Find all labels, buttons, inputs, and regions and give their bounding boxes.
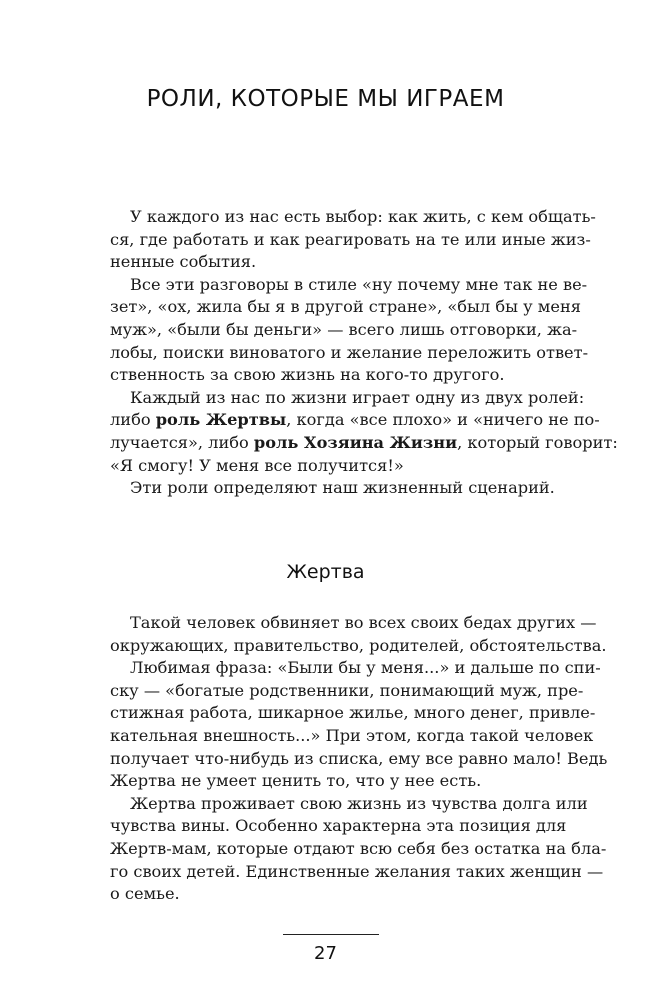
text-line — [110, 838, 607, 861]
section-victim-text — [110, 612, 608, 906]
text-segment: Жертва не умеет ценить то, что у нее есть. — [110, 771, 482, 791]
text-segment: лучается», либо — [110, 432, 254, 452]
text-segment: Эти роли определяют наш жизненный сценарий. — [130, 478, 555, 498]
text-segment: кательная внешность...» При этом, когда такой человек — [110, 725, 594, 745]
text-segment: «Я смогу! У меня все получится!» — [110, 455, 404, 475]
text-line — [110, 680, 584, 703]
text-line — [110, 387, 585, 410]
text-line — [110, 296, 581, 319]
text-segment: Такой человек обвиняет во всех своих бедах других — — [130, 613, 597, 632]
text-line — [110, 319, 578, 342]
text-line — [110, 815, 567, 838]
text-line — [110, 635, 607, 658]
text-line — [110, 477, 560, 500]
text-line — [110, 702, 596, 725]
text-segment: ся, где работать и как реагировать на те или иные жиз- — [110, 229, 591, 249]
text-line — [110, 251, 560, 274]
text-line — [110, 657, 601, 680]
text-segment: ственность за свою жизнь на кого-то другого. — [110, 365, 505, 385]
text-line — [110, 229, 591, 252]
text-segment: получает что-нибудь из списка, ему все равно мало! Ведь — [110, 748, 608, 768]
text-segment: Жертв-мам, которые отдают всю себя без остатка на бла- — [110, 838, 607, 858]
bold-text: роль Хозяина Жизни — [253, 432, 458, 452]
text-segment: чувства вины. Особенно характерна эта позиция для — [110, 816, 567, 836]
text-line — [110, 455, 560, 478]
text-segment: ненные события. — [110, 252, 257, 272]
text-segment: Каждый из нас по жизни играет одну из двух ролей: — [130, 387, 585, 407]
footer-rule — [283, 934, 379, 935]
text-line — [110, 748, 608, 771]
text-segment: Любимая фраза: «Были бы у меня...» и дальше по спи- — [130, 658, 601, 678]
text-line — [110, 274, 588, 297]
text-line — [110, 861, 604, 884]
text-line — [110, 612, 597, 635]
text-line — [110, 342, 589, 365]
text-segment: У каждого из нас есть выбор: как жить, с кем общать- — [130, 207, 596, 226]
section-intro-text — [110, 206, 618, 500]
text-segment: либо — [110, 410, 156, 430]
bold-text: роль Жертвы — [155, 410, 287, 430]
text-line — [110, 364, 560, 387]
text-segment: , когда «все плохо» и «ничего не по- — [286, 410, 600, 430]
text-segment: о семье. — [110, 884, 180, 904]
text-line — [110, 432, 618, 455]
text-segment: Жертва проживает свою жизнь из чувства долга или — [130, 793, 588, 813]
text-line — [110, 206, 596, 229]
chapter-title: РОЛИ, КОТОРЫЕ МЫ ИГРАЕМ — [146, 86, 505, 112]
text-segment: зет», «ох, жила бы я в другой стране», «был бы у меня — [110, 297, 581, 317]
text-segment: стижная работа, шикарное жилье, много денег, привле- — [110, 703, 596, 723]
text-segment: окружающих, правительство, родителей, обстоятельства. — [110, 635, 607, 655]
text-segment: ску — «богатые родственники, понимающий муж, пре- — [110, 680, 584, 700]
text-line — [110, 793, 588, 816]
text-segment: го своих детей. Единственные желания таких женщин — — [110, 861, 604, 881]
section-heading: Жертва — [286, 561, 365, 583]
text-line — [110, 409, 600, 432]
text-line — [110, 883, 560, 906]
text-line — [110, 725, 594, 748]
text-segment: лобы, поиски виноватого и желание переложить ответ- — [110, 342, 589, 362]
text-line — [110, 770, 560, 793]
page-number: 27 — [314, 943, 337, 964]
text-segment: , который говорит: — [457, 432, 618, 452]
text-segment: муж», «были бы деньги» — всего лишь отговорки, жа- — [110, 319, 578, 339]
text-segment: Все эти разговоры в стиле «ну почему мне так не ве- — [130, 274, 588, 294]
